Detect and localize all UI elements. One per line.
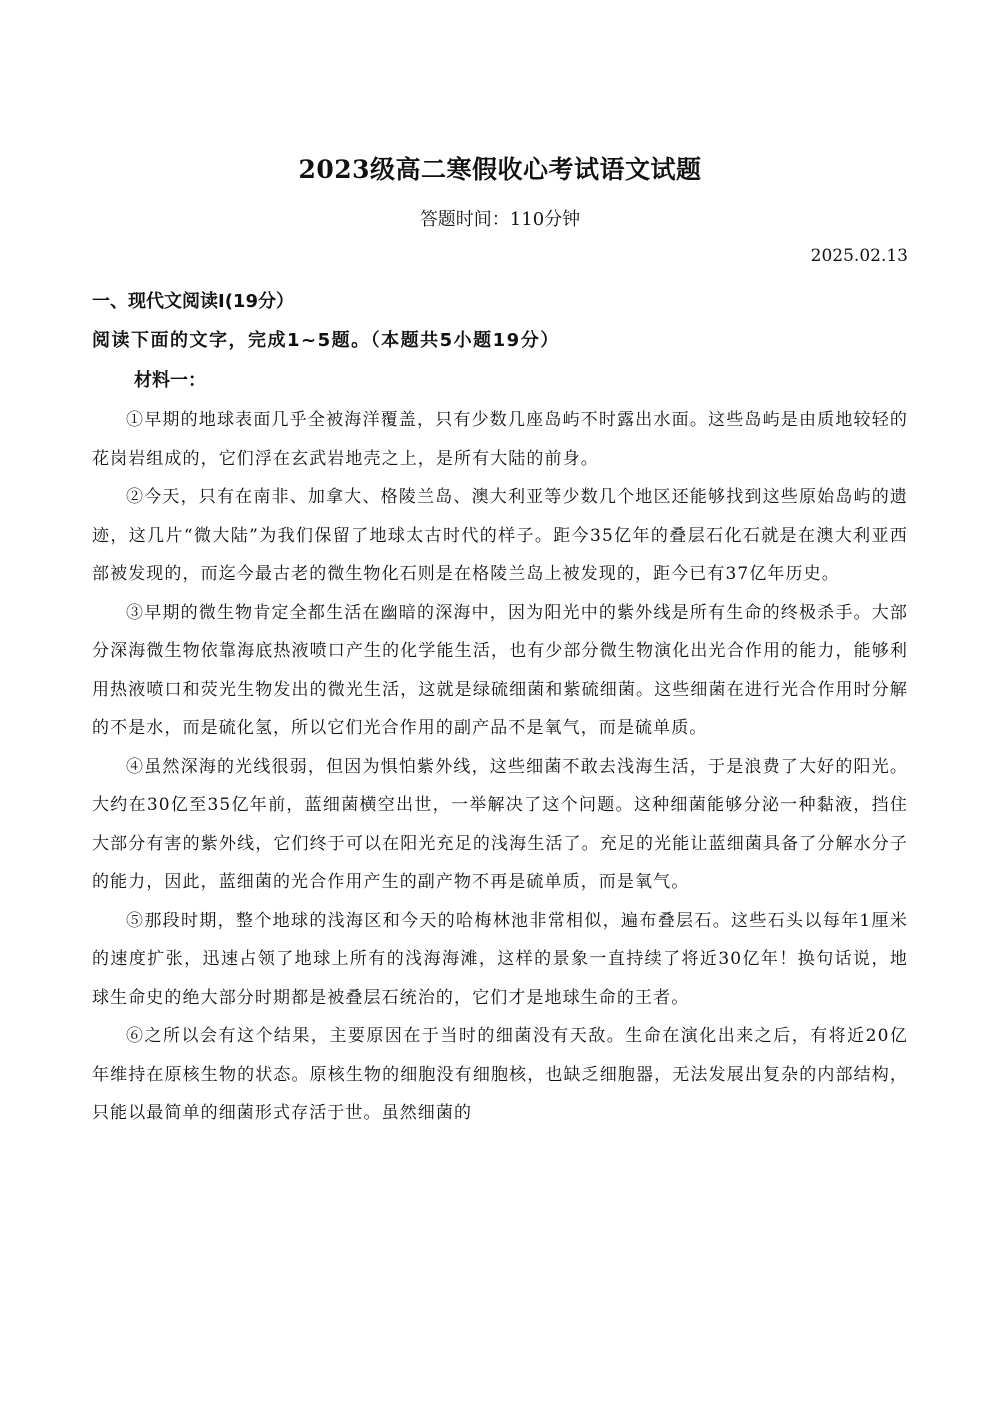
paragraph-2: ②今天，只有在南非、加拿大、格陵兰岛、澳大利亚等少数几个地区还能够找到这些原始岛屿的遗迹，这几片“微大陆”为我们保留了地球太古时代的样子。距今35亿年的叠层石化石就是在澳大利亚西部被发现的，而迄今最古老的微生物化石则是在格陵兰岛上被发现的，距今已有37亿年历史。: [92, 487, 908, 584]
exam-title: 2023级高二寒假收心考试语文试题: [298, 155, 702, 184]
paragraph-4: ④虽然深海的光线很弱，但因为惧怕紫外线，这些细菌不敢去浅海生活，于是浪费了大好的阳光。大约在30亿至35亿年前，蓝细菌横空出世，一举解决了这个问题。这种细菌能够分泌一种黏液，挡住大部分有害的紫外线，它们终于可以在阳光充足的浅海生活了。充足的光能让蓝细菌具备了分解水分子的能力，因此，蓝细菌的光合作用产生的副产物不再是硫单质，而是氧气。: [92, 756, 908, 892]
material-label: 材料一：: [134, 370, 206, 391]
section-heading: 一、现代文阅读I(19分）: [92, 291, 294, 312]
passage-body: [92, 401, 908, 1133]
section-instruction: 阅读下面的文字，完成1~5题。（本题共5小题19分）: [92, 330, 560, 351]
paragraph-6: ⑥之所以会有这个结果，主要原因在于当时的细菌没有天敌。生命在演化出来之后，有将近20亿年维持在原核生物的状态。原核生物的细胞没有细胞核，也缺乏细胞器，无法发展出复杂的内部结构，只能以最简单的细菌形式存活于世。虽然细菌的: [92, 1026, 908, 1123]
exam-date: 2025.02.13: [810, 246, 908, 266]
paragraph-5: ⑤那段时期，整个地球的浅海区和今天的哈梅林池非常相似，遍布叠层石。这些石头以每年1厘米的速度扩张，迅速占领了地球上所有的浅海海滩，这样的景象一直持续了将近30亿年！换句话说，地球生命史的绝大部分时期都是被叠层石统治的，它们才是地球生命的王者。: [92, 910, 908, 1008]
paragraph-3: ③早期的微生物肯定全都生活在幽暗的深海中，因为阳光中的紫外线是所有生命的终极杀手。大部分深海微生物依靠海底热液喷口产生的化学能生活，也有少部分微生物演化出光合作用的能力，能够利用热液喷口和荧光生物发出的微光生活，这就是绿硫细菌和紫硫细菌。这些细菌在进行光合作用时分解的不是水，而是硫化氢，所以它们光合作用的副产品不是氧气，而是硫单质。: [92, 602, 908, 738]
paragraph-1: ①早期的地球表面几乎全被海洋覆盖，只有少数几座岛屿不时露出水面。这些岛屿是由质地较轻的花岗岩组成的，它们浮在玄武岩地壳之上，是所有大陆的前身。: [92, 410, 908, 469]
exam-duration: 答题时间：110分钟: [419, 209, 581, 230]
